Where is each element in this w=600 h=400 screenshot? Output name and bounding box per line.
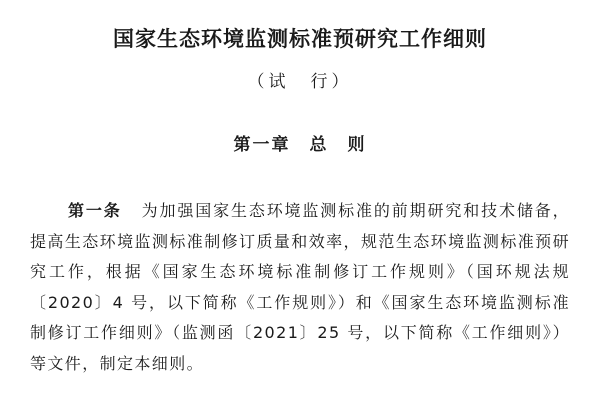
article-label: 第一条	[68, 201, 122, 220]
article-paragraph	[30, 196, 570, 379]
document-subtitle: （试 行）	[247, 72, 353, 92]
article-text: 为加强国家生态环境监测标准的前期研究和技术储备，提高生态环境监测标准制修订质量和效率，规范生态环境监测标准预研究工作，根据《国家生态环境标准制修订工作规则》（国环规法规〔2020〕4 号，以下简称《工作规则》）和《国家生态环境监测标准制修订工作细则》（监测函〔2021〕25 号，以下简称《工作细则》）等文件，制定本细则。	[30, 201, 570, 373]
document-title: 国家生态环境监测标准预研究工作细则	[113, 27, 487, 51]
chapter-heading: 第一章 总 则	[233, 135, 367, 155]
